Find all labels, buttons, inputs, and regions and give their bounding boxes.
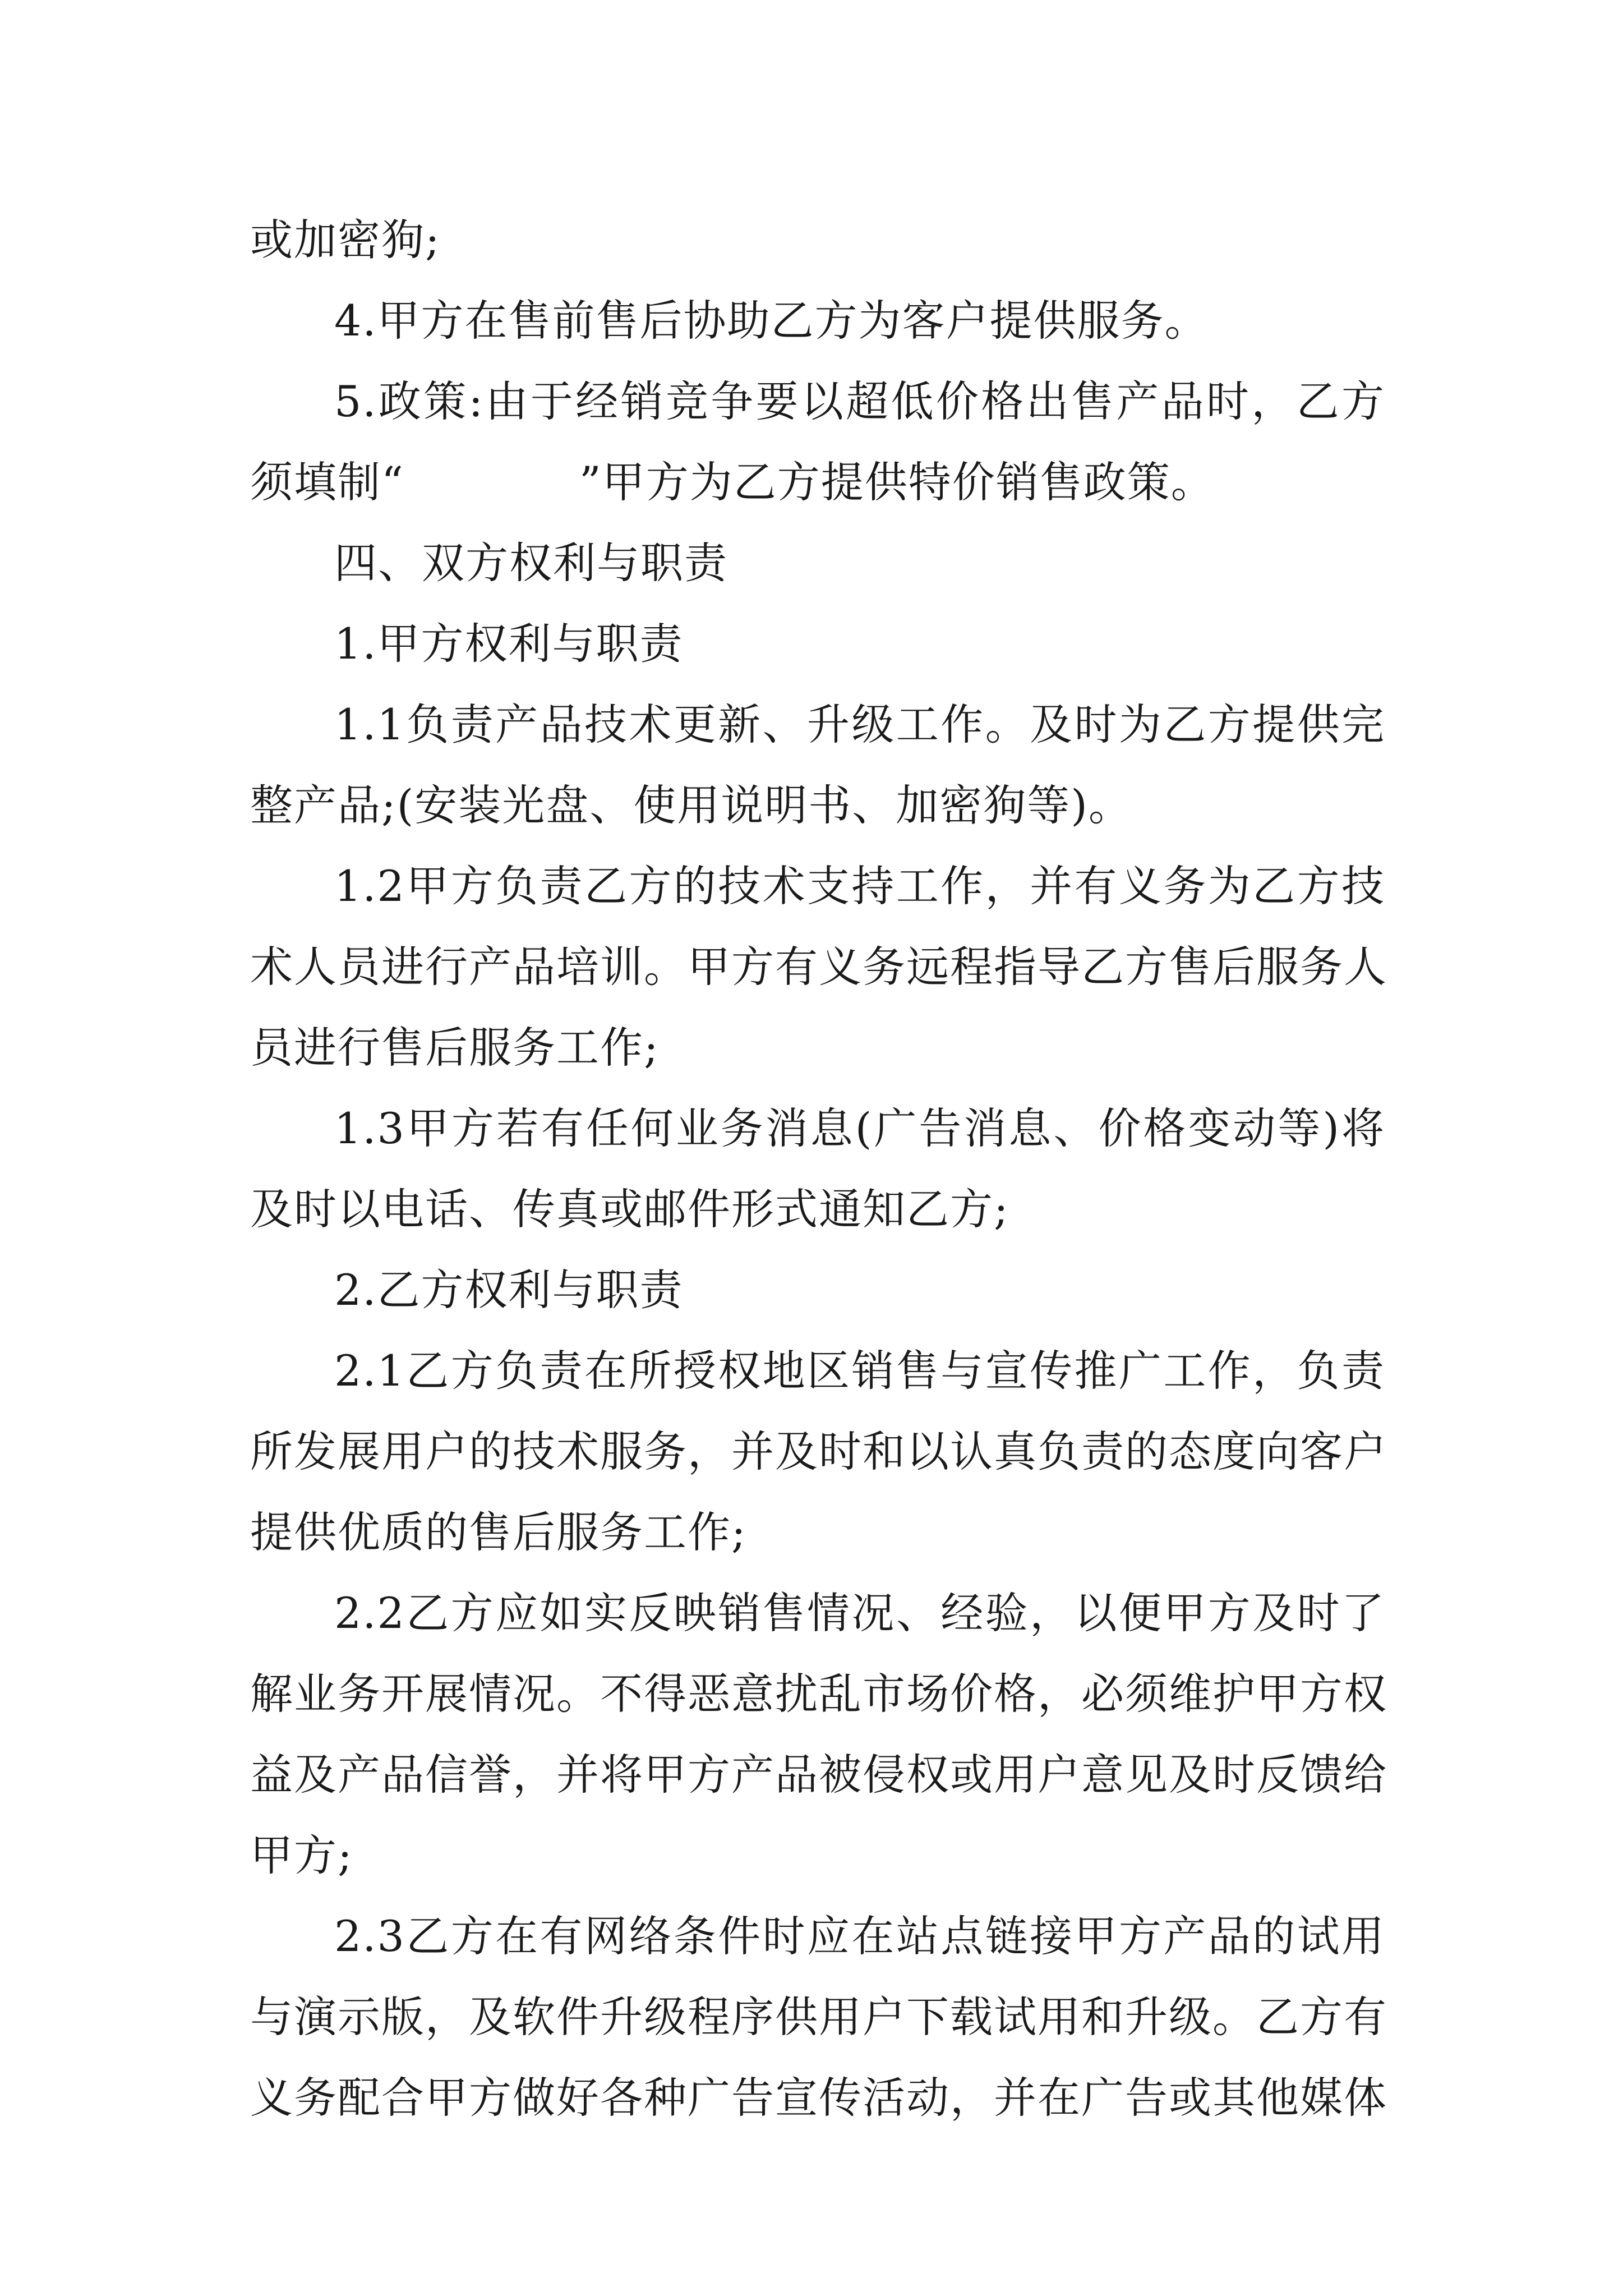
text-line: 提供优质的售后服务工作; <box>250 1507 747 1557</box>
section-heading: 四、双方权利与职责 <box>334 538 728 588</box>
text-line: 所发展用户的技术服务，并及时和以认真负责的态度向客户 <box>250 1427 1387 1476</box>
document-body <box>250 200 1385 2138</box>
text-line: 或加密狗; <box>250 215 441 265</box>
text-line: 2.3乙方在有网络条件时应在站点链接甲方产品的试用 <box>334 1911 1385 1961</box>
subsection-heading: 2.乙方权利与职责 <box>334 1265 684 1315</box>
text-line: 甲方; <box>250 1830 353 1880</box>
text-line: 2.1乙方负责在所授权地区销售与宣传推广工作，负责 <box>334 1346 1385 1396</box>
text-line: 1.3甲方若有任何业务消息(广告消息、价格变动等)将 <box>334 1103 1385 1153</box>
text-line: 益及产品信誉，并将甲方产品被侵权或用户意见及时反馈给 <box>250 1750 1387 1800</box>
text-line: 1.1负责产品技术更新、升级工作。及时为乙方提供完 <box>334 700 1385 749</box>
text-line: 与演示版，及软件升级程序供用户下载试用和升级。乙方有 <box>250 1992 1387 2042</box>
text-line: 员进行售后服务工作; <box>250 1023 660 1073</box>
text-line: 1.2甲方负责乙方的技术支持工作，并有义务为乙方技 <box>334 861 1385 911</box>
text-line: 须填制“ ”甲方为乙方提供特价销售政策。 <box>250 457 1215 507</box>
text-line: 解业务开展情况。不得恶意扰乱市场价格，必须维护甲方权 <box>250 1669 1387 1719</box>
subsection-heading: 1.甲方权利与职责 <box>334 619 684 669</box>
text-line: 义务配合甲方做好各种广告宣传活动，并在广告或其他媒体 <box>250 2073 1387 2123</box>
text-line: 2.2乙方应如实反映销售情况、经验，以便甲方及时了 <box>334 1588 1385 1638</box>
text-line: 及时以电话、传真或邮件形式通知乙方; <box>250 1184 1009 1234</box>
text-line: 4.甲方在售前售后协助乙方为客户提供服务。 <box>334 296 1209 346</box>
text-line: 术人员进行产品培训。甲方有义务远程指导乙方售后服务人 <box>250 942 1387 992</box>
text-line: 5.政策:由于经销竞争要以超低价格出售产品时，乙方 <box>334 376 1385 426</box>
text-line: 整产品;(安装光盘、使用说明书、加密狗等)。 <box>250 780 1132 830</box>
